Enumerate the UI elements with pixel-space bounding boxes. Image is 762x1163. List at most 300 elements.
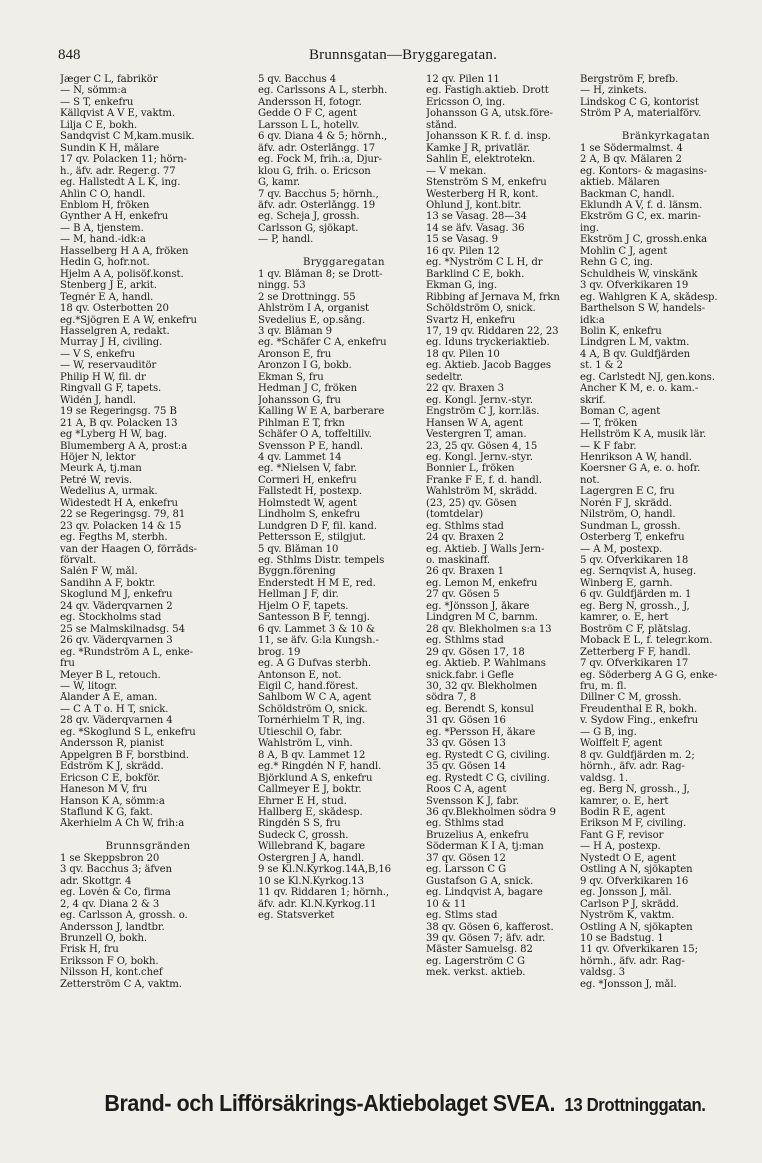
- directory-entry: klou G, frih. o. Ericson: [258, 165, 371, 177]
- directory-entry: 39 qv. Gösen 7; äfv. adr.: [426, 932, 546, 944]
- directory-entry: Meurk A, tj.man: [60, 463, 142, 475]
- directory-entry: Ekström G C, ex. marin-: [580, 211, 701, 223]
- directory-entry: 23, 25 qv. Gösen 4, 15: [426, 440, 538, 452]
- directory-entry: 28 qv. Väderqvarnen 4: [60, 715, 173, 727]
- directory-entry: kamrer, o. E, hert: [580, 612, 669, 624]
- directory-entry: Ekström J C, grossh.enka: [580, 234, 708, 246]
- directory-entry: Ericson C E, bokför.: [60, 772, 161, 784]
- directory-entry: 27 qv. Gösen 5: [426, 589, 500, 601]
- directory-entry: eg. Lagerström C G: [426, 955, 525, 967]
- directory-entry: eg. Kongl. Jernv.-styr.: [426, 451, 533, 463]
- directory-entry: Sahlin E, elektrotekn.: [426, 154, 536, 166]
- directory-entry: 26 qv. Braxen 1: [426, 566, 504, 578]
- directory-entry: eg. Carlssons A L, sterbh.: [258, 85, 388, 97]
- directory-entry: G, kamr.: [258, 177, 300, 189]
- directory-entry: eg. Kontors- & magasins-: [580, 165, 707, 177]
- directory-entry: snick.fabr. i Gefle: [426, 669, 514, 681]
- directory-entry: 16 qv. Pilen 12: [426, 245, 500, 257]
- directory-entry: 29 qv. Gösen 17, 18: [426, 646, 525, 658]
- directory-entry: Bodin R E, agent: [580, 807, 665, 818]
- directory-entry: Östling A N, sjökapten: [580, 921, 693, 933]
- directory-entry: eg. *Persson H, åkare: [426, 726, 536, 738]
- directory-entry: 10 & 11: [426, 898, 467, 910]
- directory-entry: eg. *Nyström C L H, dr: [426, 257, 543, 269]
- directory-entry: 3 qv. Öfverkikaren 19: [580, 280, 689, 292]
- directory-entry: — H, zinkets.: [580, 85, 647, 97]
- directory-entry: eg. Jonsson J, mål.: [580, 887, 672, 899]
- directory-entry: Hallberg E, skådesp.: [258, 807, 363, 818]
- directory-entry: 11 qv. Riddaren 1; hörnh.,: [258, 887, 389, 899]
- directory-entry: eg. *Jönsson J, åkare: [426, 600, 530, 612]
- directory-entry: — H A, postexp.: [580, 841, 661, 853]
- directory-entry: Holmstedt W, agent: [258, 497, 357, 509]
- directory-entry: Bergström F, brefb.: [580, 74, 679, 85]
- directory-entry: hörnh., äfv. adr. Rag-: [580, 761, 685, 773]
- directory-entry: Pettersson E, stilgjut.: [258, 532, 366, 544]
- directory-entry: 21 A, B qv. Polacken 13: [60, 417, 178, 429]
- directory-entry: 1 se Södermalmst. 4: [580, 142, 683, 154]
- directory-entry: Söderman K I A, tj:man: [426, 841, 544, 853]
- directory-entry: Ancher K M, e. o. kam.-: [580, 383, 699, 395]
- directory-entry: valdsg. 3: [580, 967, 625, 979]
- directory-entry: Henrikson A W, handl.: [580, 451, 692, 463]
- directory-entry: not.: [580, 474, 600, 486]
- directory-entry: Hanson K A, sömm:a: [60, 795, 165, 807]
- directory-entry: eg. Fock M, frih.:a, Djur-: [258, 154, 382, 166]
- directory-entry: 14 se äfv. Vasag. 36: [426, 222, 525, 234]
- directory-entry: 7 qv. Öfverkikaren 17: [580, 658, 689, 670]
- directory-entry: Dillner C M, grossh.: [580, 692, 682, 704]
- directory-entry: 7 qv. Bacchus 5; hörnh.,: [258, 188, 379, 200]
- directory-entry: eg. Scheja J, grossh.: [258, 211, 360, 223]
- directory-entry: Nilström, O, handl.: [580, 509, 676, 521]
- directory-entry: eg. Berendt S, konsul: [426, 703, 534, 715]
- directory-entry: Sandqvist C M,kam.musik.: [60, 131, 195, 143]
- directory-entry: eg. Carlstedt NJ, gen.kons.: [580, 371, 715, 383]
- directory-entry: Schäfer O A, toffeltillv.: [258, 429, 372, 441]
- directory-entry: — W, litogr.: [60, 681, 118, 693]
- directory-entry: v. Sydow Fing., enkefru: [580, 715, 699, 727]
- directory-entry: Hellström K A, musik lär.: [580, 429, 707, 441]
- page-title: Brunnsgatan—Bryggaregatan.: [308, 47, 498, 63]
- directory-entry: eg. Statsverket: [258, 910, 335, 922]
- directory-entry: Barklind C E, bokh.: [426, 268, 525, 280]
- directory-entry: eg. Aktieb. J Walls Jern-: [426, 543, 545, 555]
- directory-entry: 15 se Vasag. 9: [426, 234, 498, 246]
- directory-entry: eg. Lemon M, enkefru: [426, 577, 538, 589]
- directory-entry: Roos C A, agent: [426, 784, 507, 796]
- directory-column-4: [580, 74, 752, 990]
- directory-entry: Hellman J F, dir.: [258, 589, 339, 601]
- directory-entry: 5 qv. Bacchus 4: [258, 74, 337, 85]
- directory-entry: Hedin G, hofr.not.: [60, 257, 150, 269]
- directory-entry: Lindskog C G, kontorist: [580, 96, 699, 108]
- directory-entry: 3 qv. Bacchus 3; äfven: [60, 864, 172, 876]
- directory-entry: Hedman J C, fröken: [258, 383, 357, 395]
- directory-entry: eg. *Schäfer C A, enkefru: [258, 337, 387, 349]
- directory-entry: Engström C J, korr.läs.: [426, 406, 540, 418]
- directory-entry: aktieb. Mälaren: [580, 177, 660, 189]
- directory-entry: Höjer N, lektor: [60, 451, 136, 463]
- directory-entry: eg. Sernqvist A, huseg.: [580, 566, 697, 578]
- directory-entry: Franke F E, f. d. handl.: [426, 474, 542, 486]
- directory-entry: eg. Stockholms stad: [60, 612, 162, 624]
- directory-entry: (23, 25) qv. Gösen: [426, 497, 517, 509]
- directory-entry: Zetterström C A, vaktm.: [60, 978, 182, 990]
- directory-entry: Byggn.förening: [258, 566, 336, 578]
- directory-entry: idk:a: [580, 314, 605, 326]
- directory-entry: 25 se Malmskilnadsg. 54: [60, 623, 185, 635]
- directory-entry: Hasselberg H A A, fröken: [60, 245, 189, 257]
- directory-entry: 38 qv. Gösen 6, kafferost.: [426, 921, 554, 933]
- directory-entry: 24 qv. Väderqvarnen 2: [60, 600, 173, 612]
- directory-entry: Bruzelius A, enkefru: [426, 829, 529, 841]
- directory-entry: eg. Kongl. Jernv.-styr.: [426, 394, 533, 406]
- directory-entry: eg. Berg N, grossh., J,: [580, 784, 690, 796]
- directory-entry: Björklund A S, enkefru: [258, 772, 373, 784]
- directory-entry: Ekman S, fru: [258, 371, 324, 383]
- directory-entry: Aronson E, fru: [258, 348, 332, 360]
- directory-entry: — T, fröken: [580, 417, 638, 429]
- street-heading: Bränkyrkagatan: [621, 131, 711, 143]
- directory-entry: van der Haagen O, förråds-: [60, 543, 197, 555]
- directory-entry: Staflund K G, fakt.: [60, 807, 153, 818]
- directory-entry: Östergren J A, handl.: [258, 852, 365, 864]
- directory-entry: eg. Söderberg A G G, enke-: [580, 669, 718, 681]
- directory-entry: Lindgren M C, barnm.: [426, 612, 538, 624]
- directory-entry: Nilsson H, kont.chef: [60, 967, 163, 979]
- directory-entry: Åkerhielm A Ch W, frih:a: [60, 818, 185, 830]
- directory-entry: Österberg T, enkefru: [580, 532, 685, 544]
- directory-entry: Winberg E, garnh.: [580, 577, 673, 589]
- directory-column-2: [258, 74, 430, 922]
- directory-entry: Wahlström M, skrädd.: [426, 486, 538, 498]
- directory-entry: Meyer B L, retouch.: [60, 669, 161, 681]
- directory-entry: ningg. 53: [258, 280, 306, 292]
- directory-entry: Murray J H, civiling.: [60, 337, 163, 349]
- directory-entry: Ringvall G F, tapets.: [60, 383, 162, 395]
- directory-entry: eg. *Jonsson J, mål.: [580, 978, 677, 990]
- directory-entry: Enblom H, fröken: [60, 199, 150, 211]
- directory-entry: 3 qv. Blåman 9: [258, 325, 332, 337]
- directory-entry: Zetterberg F F, handl.: [580, 646, 691, 658]
- directory-entry: 4 qv. Lammet 14: [258, 451, 342, 463]
- directory-entry: Hasselgren A, redakt.: [60, 325, 170, 337]
- directory-entry: Johansson G, fru: [258, 394, 341, 406]
- directory-entry: Norén F J, skrädd.: [580, 497, 672, 509]
- directory-entry: 9 qv. Öfverkikaren 16: [580, 875, 689, 887]
- directory-entry: st. 1 & 2: [580, 360, 623, 372]
- directory-entry: Pihlman E T, frkn: [258, 417, 345, 429]
- directory-entry: 19 se Regeringsg. 75 B: [60, 406, 177, 418]
- directory-entry: 18 qv. Pilen 10: [426, 348, 500, 360]
- directory-entry: Gedde O F C, agent: [258, 108, 357, 120]
- directory-entry: eg. Rystedt C G, civiling.: [426, 749, 550, 761]
- directory-entry: Stenström S M, enkefru: [426, 177, 547, 189]
- directory-entry: eg. Sthlms stad: [426, 520, 504, 532]
- directory-entry: Koersner G A, e. o. hofr.: [580, 463, 701, 475]
- directory-entry: Johansson G A, utsk.före-: [426, 108, 553, 120]
- directory-entry: Santesson B F, tenngj.: [258, 612, 370, 624]
- directory-entry: 9 se Kl.N.Kyrkog.14A,B,16: [258, 864, 391, 876]
- directory-entry: eg. Sthlms stad: [426, 635, 504, 647]
- directory-entry: Svensson K J, fabr.: [426, 795, 520, 807]
- directory-entry: Petré W, revis.: [60, 474, 133, 486]
- directory-entry: Nyström K, vaktm.: [580, 910, 675, 922]
- directory-entry: Mohlin C J, agent: [580, 245, 668, 257]
- directory-entry: Ålander A E, aman.: [60, 692, 158, 704]
- directory-entry: Aronzon I G, bokb.: [258, 360, 352, 372]
- directory-entry: 8 qv. Guldfjärden m. 2;: [580, 749, 695, 761]
- directory-entry: Blumemberg A A, prost:a: [60, 440, 188, 452]
- directory-entry: Andersson J, landtbr.: [60, 921, 165, 933]
- directory-entry: Haneson M V, fru: [60, 784, 148, 796]
- directory-entry: Bonnier L, fröken: [426, 463, 515, 475]
- advertisement-banner: [82, 1090, 727, 1117]
- directory-entry: 17, 19 qv. Riddaren 22, 23: [426, 325, 559, 337]
- directory-entry: Brunzell O, bokh.: [60, 932, 147, 944]
- directory-entry: 2, 4 qv. Diana 2 & 3: [60, 898, 160, 910]
- directory-entry: 35 qv. Gösen 14: [426, 761, 506, 773]
- directory-entry: Ahlström I A, organist: [258, 303, 369, 315]
- directory-entry: — C A T o. H T, snick.: [60, 703, 169, 715]
- directory-entry: eg. Fegths M, sterbh.: [60, 532, 168, 544]
- directory-entry: Nystedt O E, agent: [580, 852, 676, 864]
- directory-entry: sedeltr.: [426, 371, 463, 383]
- directory-entry: — S T, enkefru: [60, 96, 134, 108]
- advertisement-text: Brand- och Lifförsäkrings-Aktiebolaget SVEA.: [104, 1090, 556, 1116]
- directory-entry: fru: [60, 658, 75, 670]
- directory-entry: valdsg. 1.: [580, 772, 629, 784]
- directory-entry: 28 qv. Blekholmen s:a 13: [426, 623, 552, 635]
- directory-entry: Boström C F, plåtslag.: [580, 623, 691, 635]
- directory-entry: — V mekan.: [426, 165, 487, 177]
- directory-entry: Carlsson G, sjökapt.: [258, 222, 359, 234]
- directory-entry: Larsson L L, hotellv.: [258, 119, 360, 131]
- directory-entry: 2 se Drottningg. 55: [258, 291, 356, 303]
- directory-entry: Sudeck C, grossh.: [258, 829, 349, 841]
- directory-entry: kamrer, o. E, hert: [580, 795, 669, 807]
- directory-entry: Ribbing af Jernava M, frkn: [426, 291, 560, 303]
- directory-entry: Schuldheis W, vinskänk: [580, 268, 698, 280]
- directory-entry: h., äfv. adr. Reger.g. 77: [60, 165, 176, 177]
- directory-entry: södra 7, 8: [426, 692, 477, 704]
- directory-entry: Lundgren D F, fil. kand.: [258, 520, 377, 532]
- directory-entry: Lagergren E C, fru: [580, 486, 675, 498]
- directory-entry: 22 qv. Braxen 3: [426, 383, 504, 395]
- directory-entry: Boman C, agent: [580, 406, 661, 418]
- directory-entry: 8 A, B qv. Lammet 12: [258, 749, 366, 761]
- directory-entry: Erikson M F, civiling.: [580, 818, 687, 830]
- directory-entry: Svartz H, enkefru: [426, 314, 516, 326]
- directory-entry: stånd.: [426, 119, 457, 131]
- directory-entry: eg.*Sjögren E A W, enkefru: [60, 314, 197, 326]
- directory-entry: — P, handl.: [258, 234, 314, 246]
- directory-entry: Gynther A H, enkefru: [60, 211, 169, 223]
- directory-entry: (tomtdelar): [426, 509, 484, 521]
- directory-entry: Ström P A, materialförv.: [580, 108, 702, 120]
- directory-entry: — M, hand.-idk:a: [60, 234, 146, 246]
- directory-entry: äfv. adr. Kl.N.Kyrkog.11: [258, 898, 377, 910]
- directory-entry: 1 se Skeppsbron 20: [60, 852, 160, 864]
- directory-entry: eg *Lyberg H W, bag.: [60, 429, 168, 441]
- directory-entry: Källqvist A V E, vaktm.: [60, 108, 176, 120]
- directory-entry: Sandihn A F, boktr.: [60, 577, 156, 589]
- directory-entry: 18 qv. Österbotten 20: [60, 303, 169, 315]
- directory-entry: 4 A, B qv. Guldfjärden: [580, 348, 691, 360]
- directory-entry: Andersson R, pianist: [60, 738, 164, 750]
- directory-entry: [258, 246, 430, 257]
- directory-entry: Sahlbom W C A, agent: [258, 692, 372, 704]
- directory-entry: Bolin K, enkefru: [580, 325, 662, 337]
- directory-entry: förvalt.: [60, 555, 97, 567]
- directory-entry: Freudenthal E R, bokh.: [580, 703, 698, 715]
- directory-entry: Frisk H, fru: [60, 944, 119, 956]
- directory-entry: Schöldström O, snick.: [258, 703, 368, 715]
- street-heading: Brunnsgränden: [105, 841, 191, 853]
- directory-entry: Hjelm A A, polisöf.konst.: [60, 268, 184, 280]
- directory-entry: eg. Sthlms Distr. tempels: [258, 555, 385, 567]
- directory-entry: Ahlin C O, handl.: [60, 188, 146, 200]
- directory-entry: 6 qv. Lammet 3 & 10 &: [258, 623, 375, 635]
- directory-entry: Barthelson S W, handels-: [580, 303, 706, 315]
- directory-entry: 24 qv. Braxen 2: [426, 532, 504, 544]
- directory-entry: Ehrner E H, stud.: [258, 795, 347, 807]
- directory-entry: eg. Fastigh.aktieb. Drott: [426, 85, 549, 97]
- directory-entry: eg. Hallstedt A L K, ing.: [60, 177, 181, 189]
- directory-entry: fru, m. fl.: [580, 681, 627, 693]
- directory-entry: Utieschil O, fabr.: [258, 726, 343, 738]
- directory-entry: eg. Aktieb. P. Wahlmans: [426, 658, 546, 670]
- directory-column-3: [426, 74, 589, 979]
- directory-entry: Callmeyer E J, boktr.: [258, 784, 362, 796]
- directory-entry: Ericsson O, ing.: [426, 96, 506, 108]
- directory-entry: Edström K J, skrädd.: [60, 761, 164, 773]
- directory-entry: 36 qv.Blekholmen södra 9: [426, 807, 556, 818]
- directory-entry: Svedelius E, op.sång.: [258, 314, 366, 326]
- directory-entry: 13 se Vasag. 28—34: [426, 211, 527, 223]
- directory-entry: Fant G F, revisor: [580, 829, 664, 841]
- directory-entry: 11, se äfv. G:la Kungsh.-: [258, 635, 379, 647]
- directory-entry: Wedelius A, urmak.: [60, 486, 158, 498]
- directory-entry: eg. Berg N, grossh., J,: [580, 600, 690, 612]
- directory-entry: Gustafson G A, snick.: [426, 875, 534, 887]
- directory-entry: Antonson E, not.: [258, 669, 342, 681]
- directory-entry: Stenberg J E, arkit.: [60, 280, 157, 292]
- directory-entry: Östling A N, sjökapten: [580, 864, 693, 876]
- directory-entry: 2 A, B qv. Mälaren 2: [580, 154, 682, 166]
- directory-entry: mek. verkst. aktieb.: [426, 967, 526, 979]
- directory-entry: Öhlund J, kont.bitr.: [426, 199, 522, 211]
- directory-entry: Eriksson F O, bokh.: [60, 955, 159, 967]
- directory-entry: 10 se Badstug. 1: [580, 932, 664, 944]
- directory-entry: Vestergren T, aman.: [426, 429, 527, 441]
- directory-entry: [580, 120, 752, 131]
- directory-entry: — N, sömm:a: [60, 85, 127, 97]
- directory-entry: Skoglund M J, enkefru: [60, 589, 173, 601]
- directory-entry: — B A, tjenstem.: [60, 222, 144, 234]
- directory-entry: Hansen W A, agent: [426, 417, 523, 429]
- directory-column-1: [60, 74, 236, 990]
- directory-entry: eg. Iduns tryckeriaktieb.: [426, 337, 550, 349]
- directory-entry: eg. *Rundström A L, enke-: [60, 646, 193, 658]
- directory-entry: eg. *Skoglund S L, enkefru: [60, 726, 196, 738]
- directory-entry: 37 qv. Gösen 12: [426, 852, 506, 864]
- directory-entry: Widestedt H A, enkefru: [60, 497, 178, 509]
- directory-entry: — V S, enkefru: [60, 348, 135, 360]
- directory-entry: Salén F W, mål.: [60, 566, 138, 578]
- page-header: [58, 47, 748, 67]
- directory-entry: Hjelm O F, tapets.: [258, 600, 349, 612]
- directory-entry: — A M, postexp.: [580, 543, 663, 555]
- directory-entry: Cormeri H, enkefru: [258, 474, 357, 486]
- directory-entry: 17 qv. Polacken 11; hörn-: [60, 154, 187, 166]
- directory-entry: Eigil C, hand.förest.: [258, 681, 359, 693]
- directory-entry: Tegnér E A, handl.: [60, 291, 154, 303]
- advertisement-address: 13 Drottninggatan.: [564, 1095, 706, 1115]
- directory-entry: eg. Lovén & Co, firma: [60, 887, 171, 899]
- directory-entry: 6 qv. Diana 4 & 5; hörnh.,: [258, 131, 388, 143]
- directory-entry: eg. Wahlgren K A, skådesp.: [580, 291, 718, 303]
- directory-entry: Lindgren L M, vaktm.: [580, 337, 690, 349]
- directory-entry: Backman C, handl.: [580, 188, 675, 200]
- directory-entry: Willebrand K, bagare: [258, 841, 366, 853]
- directory-entry: Kalling W E A, barberare: [258, 406, 385, 418]
- directory-entry: äfv. adr. Österlångg. 17: [258, 142, 376, 154]
- directory-entry: 12 qv. Pilen 11: [426, 74, 500, 85]
- directory-entry: eg. Sthlms stad: [426, 818, 504, 830]
- directory-entry: 10 se Kl.N.Kyrkog.13: [258, 875, 364, 887]
- directory-entry: eg. A G Dufvas sterbh.: [258, 658, 372, 670]
- directory-entry: Ringdén S S, fru: [258, 818, 341, 830]
- directory-entry: eg. Rystedt C G, civiling.: [426, 772, 550, 784]
- directory-entry: 26 qv. Väderqvarnen 3: [60, 635, 173, 647]
- street-heading: Bryggaregatan: [303, 257, 385, 269]
- directory-entry: adr. Skottgr. 4: [60, 875, 132, 887]
- directory-entry: Svensson P E, handl.: [258, 440, 363, 452]
- directory-entry: Wolffelt F, agent: [580, 738, 663, 750]
- directory-entry: Wahlström L, vinh.: [258, 738, 353, 750]
- directory-entry: — W, reservauditör: [60, 360, 157, 372]
- directory-entry: o. maskinaff.: [426, 555, 490, 567]
- directory-entry: — K F fabr.: [580, 440, 637, 452]
- directory-entry: Westerberg H R, kont.: [426, 188, 539, 200]
- directory-entry: eg. Lindqvist A, bagare: [426, 887, 543, 899]
- directory-entry: Tornérhielm T R, ing.: [258, 715, 366, 727]
- directory-entry: Widén J, handl.: [60, 394, 136, 406]
- directory-entry: Moback E L, f. telegr.kom.: [580, 635, 713, 647]
- directory-entry: brog. 19: [258, 646, 301, 658]
- directory-entry: Ekman G, ing.: [426, 280, 498, 292]
- directory-entry: Appelgren B F, borstbind.: [60, 749, 189, 761]
- directory-entry: äfv. adr. Österlångg. 19: [258, 199, 376, 211]
- directory-entry: Mäster Samuelsg. 82: [426, 944, 533, 956]
- directory-entry: 31 qv. Gösen 16: [426, 715, 506, 727]
- directory-entry: Kamke J R, privatlär.: [426, 142, 531, 154]
- directory-entry: skrif.: [580, 394, 606, 406]
- directory-entry: Philip H W, fil. dr: [60, 371, 146, 383]
- directory-entry: eg. Aktieb. Jacob Bagges: [426, 360, 551, 372]
- directory-entry: Lindholm S, enkefru: [258, 509, 361, 521]
- directory-entry: 1 qv. Blåman 8; se Drott-: [258, 268, 383, 280]
- directory-entry: Rehn G C, ing.: [580, 257, 653, 269]
- directory-entry: eg. *Nielsen V, fabr.: [258, 463, 358, 475]
- page-number: 848: [58, 47, 81, 63]
- directory-entry: [60, 830, 236, 841]
- directory-entry: 5 qv. Blåman 10: [258, 543, 339, 555]
- directory-entry: 5 qv. Öfverkikaren 18: [580, 555, 689, 567]
- directory-entry: eg. Larsson C G: [426, 864, 507, 876]
